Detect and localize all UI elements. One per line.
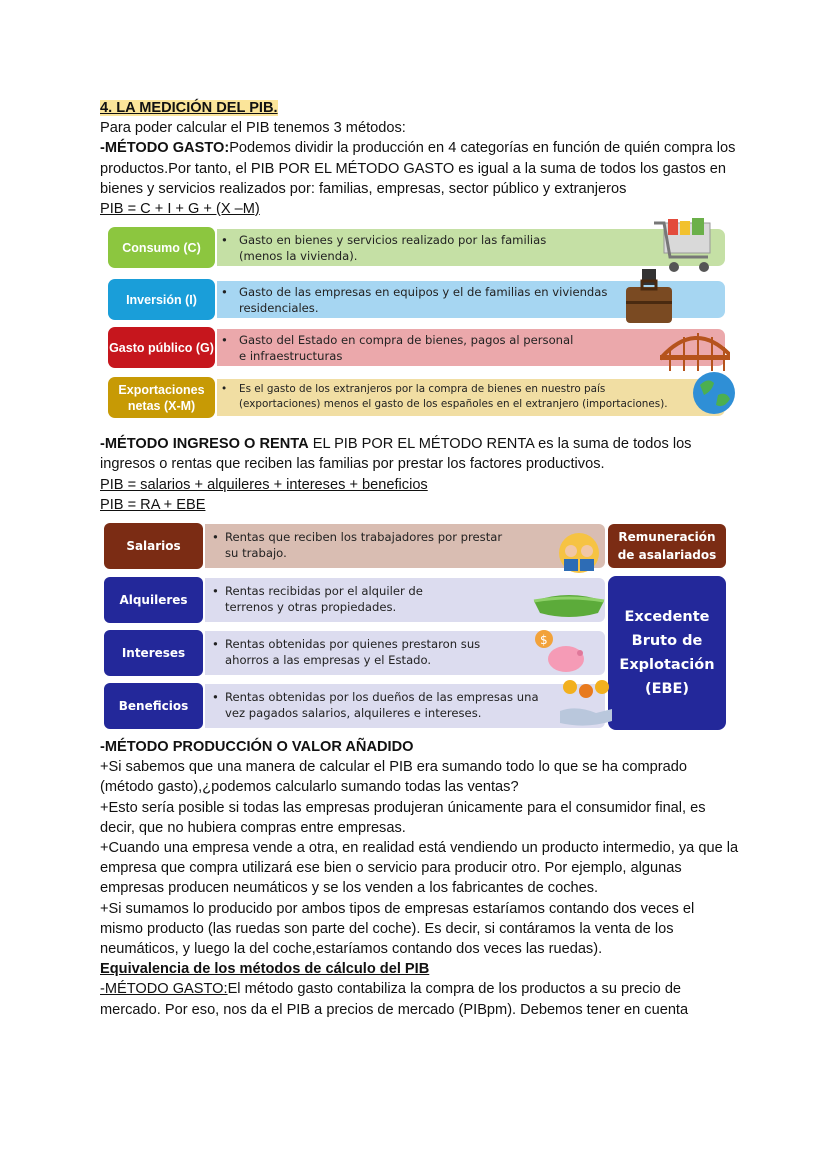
equivalencia-paragraph: -MÉTODO GASTO:El método gasto contabiliza la compra de los productos a su precio de mercado. Por eso, nos da el PIB a precios de mercado (PIBpm). Debemos tener en cuenta [100,981,689,1018]
renta-paragraph: -MÉTODO INGRESO O RENTA EL PIB POR EL MÉTODO RENTA es la suma de todos los ingresos o rentas que reciben las familias por prestar los factores productivos. [100,436,692,473]
bridge-icon [660,319,730,375]
label-beneficios: Beneficios [104,683,203,729]
produccion-paragraph-1: +Si sabemos que una manera de calcular el PIB era sumando todo lo que se ha comprado (método gasto),¿podemos calcularlo sumando todas las ventas? [100,759,687,796]
label-exportaciones: Exportaciones netas (X-M) [108,377,215,418]
document-page [100,98,740,1020]
gasto-diagram [108,223,733,428]
globe-icon [692,369,736,419]
gasto-row-publico: • Gasto del Estado en compra de bienes, pagos al personal e infraestructuras Gasto público (G) [108,327,733,368]
renta-formula-1: PIB = salarios + alquileres + intereses + beneficios [100,476,428,493]
section-title: 4. LA MEDICIÓN DEL PIB. [100,100,278,116]
produccion-heading: -MÉTODO PRODUCCIÓN O VALOR AÑADIDO [100,739,414,756]
equivalencia-heading: Equivalencia de los métodos de cálculo del PIB [100,961,430,978]
intro-text: Para poder calcular el PIB tenemos 3 métodos: [100,120,406,137]
label-inversion: Inversión (I) [108,279,215,320]
gasto-row-consumo: • Gasto en bienes y servicios realizado por las familias (menos la vivienda). Consumo (C) [108,227,733,268]
label-intereses: Intereses [104,630,203,676]
produccion-paragraph-3: +Cuando una empresa vende a otra, en realidad está vendiendo un producto intermedio, ya que la empresa que compra utilizará ese bien o servicio para producir otro. Por ejemplo, algunas empresas producen neumáticos y se los venden a los fabricantes de coches. [100,840,739,897]
workers-icon [554,531,604,575]
produccion-paragraph-4: +Si sumamos lo producido por ambos tipos de empresas estaríamos contando dos veces el mismo producto (las ruedas son parte del coche). Es decir, si contáramos la venta de los neumáticos, y luego la del coche,estaríamos contando dos veces las ruedas). [100,900,695,958]
piggy-bank-icon [530,625,590,677]
gasto-paragraph: -MÉTODO GASTO:Podemos dividir la producción en 4 categorías en función de quién compra los productos.Por tanto, el PIB POR EL MÉTODO GASTO es igual a la suma de todos los gastos en bienes y servicios realizados por: familias, empresas, sector público y extranjeros [100,140,736,197]
bar-salarios: • Rentas que reciben los trabajadores por prestar su trabajo. [205,524,605,568]
remuneracion-box: Remuneración de asalariados [608,524,726,568]
label-alquileres: Alquileres [104,577,203,623]
ebe-box: Excedente Bruto de Explotación (EBE) [608,576,726,730]
produccion-paragraph-2: +Esto sería posible si todas las empresas produjeran únicamente para el consumidor final, es decir, que no hubiera compras entre empresas. [100,799,706,836]
bar-beneficios: • Rentas obtenidas por los dueños de las empresas una vez pagados salarios, alquileres e intereses. [205,684,605,728]
briefcase-icon [620,267,678,327]
label-consumo: Consumo (C) [108,227,215,268]
label-gasto-publico: Gasto público (G) [108,327,215,368]
renta-formula-2: PIB = RA + EBE [100,496,206,513]
gasto-row-exportaciones: • Es el gasto de los extranjeros por la compra de bienes en nuestro país (exportaciones) menos el gasto de los españoles en el extranjero (importaciones). Exportaciones netas (X-M) [108,377,733,418]
coins-hand-icon [556,677,616,731]
bar-intereses: • Rentas obtenidas por quienes prestaron sus ahorros a las empresas y el Estado. [205,631,605,675]
svg-text:$: $ [540,633,548,648]
gasto-formula: PIB = C + I + G + (X –M) [100,201,260,218]
land-icon [532,585,606,621]
gasto-row-inversion: • Gasto de las empresas en equipos y el de familias en viviendas residenciales. Inversión (I) [108,279,733,320]
bar-alquileres: • Rentas recibidas por el alquiler de terrenos y otras propiedades. [205,578,605,622]
renta-diagram [104,521,730,733]
label-salarios: Salarios [104,523,203,569]
